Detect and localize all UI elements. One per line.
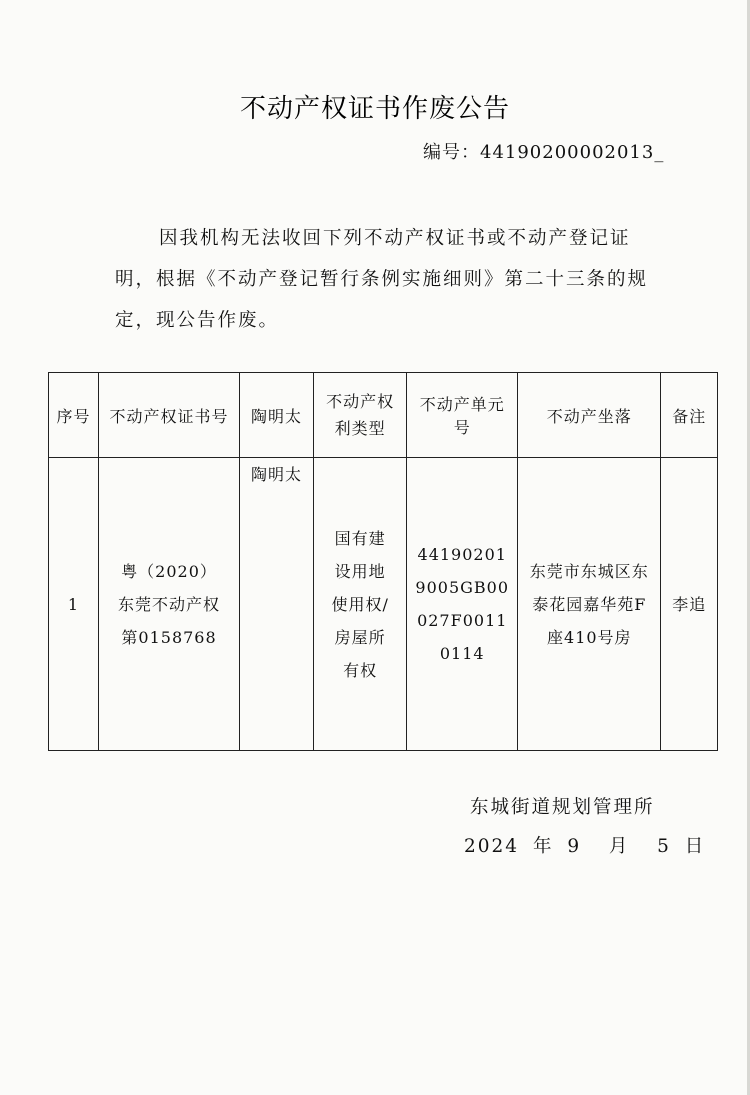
header-right-type: 不动产权利类型 — [313, 373, 406, 458]
announcement-body: 因我机构无法收回下列不动产权证书或不动产登记证明，根据《不动产登记暂行条例实施细则》第二十三条的规定，现公告作废。 — [115, 228, 649, 331]
cell-location: 东莞市东城区东泰花园嘉华苑F座410号房 — [518, 458, 661, 751]
issuing-organization: 东城街道规划管理所 — [470, 797, 655, 818]
document-number: 编号：44190200002013_ — [423, 142, 665, 163]
header-unit-no: 不动产单元号 — [407, 373, 518, 458]
header-remark: 备注 — [661, 373, 718, 458]
cell-cert-no: 粤（2020）东莞不动产权第0158768 — [98, 458, 239, 751]
cell-right-type: 国有建设用地使用权/房屋所有权 — [313, 458, 406, 751]
table-row — [49, 458, 718, 751]
cell-remark: 李追 — [661, 458, 718, 751]
header-location: 不动产坐落 — [518, 373, 661, 458]
cell-unit-no: 441902019005GB00027F00110114 — [407, 458, 518, 751]
header-cert-no: 不动产权证书号 — [98, 373, 239, 458]
voided-certificates-table — [48, 372, 718, 751]
cell-seq: 1 — [49, 458, 99, 751]
table-header-row — [49, 373, 718, 458]
header-owner: 陶明太 — [240, 373, 314, 458]
header-seq: 序号 — [49, 373, 99, 458]
cell-owner: 陶明太 — [240, 458, 314, 751]
page-title: 不动产权证书作废公告 — [239, 94, 510, 124]
issue-date: 2024 年 9 月 5 日 — [464, 836, 706, 857]
